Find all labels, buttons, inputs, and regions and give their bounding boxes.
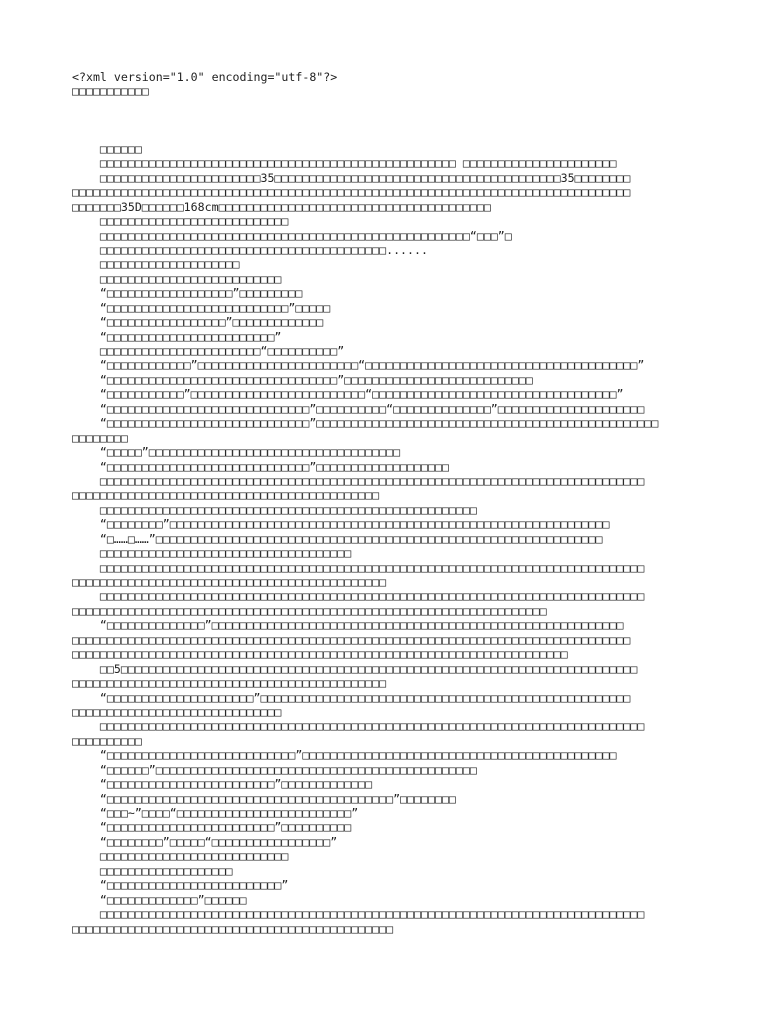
text-line: □□□□□□: [72, 141, 142, 156]
text-line: □□□□□□□□□□□□□□□□□□□□□□□□□□□□□□□□□□□□□□□□□□□□□□□□□□□□□□□□□□□□□□□□□□□□□□□□□□□□□□: [72, 719, 645, 734]
text-line: “□□□□□□□□□□□□□□□□□□□□□”□□□□□□□□□□□□□□□□□□□□□□□□□□□□□□□□□□□□□□□□□□□□□□□□□□□□□: [72, 690, 631, 705]
text-line: “□□□□□□□□□□□□□□□□□□□□□□□□□□□□□”□□□□□□□□□□“□□□□□□□□□□□□□□”□□□□□□□□□□□□□□□□□□□□□: [72, 401, 645, 416]
text-line: □□□□□□□□□□□□□□□□□□□□□□□□□□□□□□□□□□□□□□□□□□□□□□□□□□□□□□□□□□□□□□□□□□□□□□□□□□□□□□: [72, 560, 645, 575]
text-line: □□□□□□□□□□□□□□□□□□□□□□□□□□□□□□□□□□□□□□□□□□□□: [72, 488, 380, 503]
xml-declaration: <?xml version="1.0" encoding="utf-8"?>: [72, 70, 338, 84]
text-line: “□□□□□□□□□□□”□□□□□□□□□□□□□□□□□□□□□□□□□“□□□□□□□□□□□□□□□□□□□□□□□□□□□□□□□□□□□”: [72, 387, 624, 402]
text-line: □□5□□□□□□□□□□□□□□□□□□□□□□□□□□□□□□□□□□□□□□□□□□□□□□□□□□□□□□□□□□□□□□□□□□□□□□□□□□: [72, 661, 638, 676]
text-line: □□□□□□□□□□□□□□□□□□□□□□□□□□□: [72, 214, 289, 229]
text-line: “□□□□□□□□□□□□□□□□□□□□□□□□”□□□□□□□□□□□□□: [72, 777, 373, 792]
text-line: “□□□□□□□□□□□□□□□□□□□□□□□□□□□□□”□□□□□□□□□□□□□□□□□□□: [72, 459, 449, 474]
text-line: □□□□□□□□□□□□□□□□□□□□□□□35□□□□□□□□□□□□□□□□□□□□□□□□□□□□□□□□□□□□□□□□□35□□□□□□□□: [72, 170, 631, 185]
text-line: “□□□□□□□□□□□□□□□□□□□□□□□□”□□□□□□□□□□: [72, 820, 352, 835]
blank-gap: [72, 99, 698, 142]
text-line: “□□□□□□”□□□□□□□□□□□□□□□□□□□□□□□□□□□□□□□□□□□□□□□□□□□□□□: [72, 762, 477, 777]
text-line: □□□□□□□□□□□□□□□□□□□□□□□□□□□□□□□□□□□□□□□□□□□□□□□□□□□□□□□□□□□□□□□□□□□□□□□□□□□□□□□□: [72, 632, 631, 647]
text-line: □□□□□□□□□□□□□□□□□□□□□□□□□□□□□□□□□□□□□□□□□□□□□□□□□□□□□□□□□□□□□□□□□□□□□□□□□□□□□□: [72, 907, 645, 922]
text-line: “□□□□□□□□□□□□□□”□□□□□□□□□□□□□□□□□□□□□□□□□□□□□□□□□□□□□□□□□□□□□□□□□□□□□□□□□□□: [72, 618, 624, 633]
text-line: □□□□□□□□□□□□□□□□□□□□□□□□□□□□□□□□□□□□□□□□□......: [72, 242, 428, 257]
text-line: □□□□□□□□□□□□□□□□□□□□□□□□□□□□□□□□□□□□□□□□□□□□□□□□□□□□□□□□□□□□□□□□□□□□□□□□□□□□□□: [72, 473, 645, 488]
text-line: □□□□□□□□□□□□□□□□□□□□□□□□□□□□□□□□□□□□□□□□□□□□□: [72, 676, 387, 691]
text-line: “□□□□□□□□□□□□□□□□□□□□□□□□□□□□□□□□□”□□□□□□□□□□□□□□□□□□□□□□□□□□□: [72, 372, 533, 387]
text-line: “□□□□□□□□”□□□□□□□□□□□□□□□□□□□□□□□□□□□□□□□□□□□□□□□□□□□□□□□□□□□□□□□□□□□□□□□: [72, 517, 610, 532]
text-line: “□□□□□□□□□□□□□”□□□□□□: [72, 892, 247, 907]
text-line: □□□□□□□□□□□: [72, 84, 149, 99]
text-line: “□□□□□□□□□□□□□□□□□□□□□□□□□□”□□□□□: [72, 300, 331, 315]
text-line: □□□□□□□□□□□□□□□□□□□□□□□□□□□□□□□□□□□□□□□□□□□□□□□□□□□□□“□□□”□: [72, 228, 512, 243]
text-line: □□□□□□□□□□□□□□□□□□□□□□□□□□□□□□□□□□□□□□□□□□□□□□□□□□□□□□: [72, 502, 477, 517]
text-line: “□□□□□□□□□□□□□□□□□□□□□□□□□□□”□□□□□□□□□□□□□□□□□□□□□□□□□□□□□□□□□□□□□□□□□□□□□: [72, 748, 617, 763]
text-line: □□□□□□□35D□□□□□□168cm□□□□□□□□□□□□□□□□□□□□□□□□□□□□□□□□□□□□□□□: [72, 199, 491, 214]
text-line: □□□□□□□□□□□□□□□□□□□□□□□□□□□□□□□□□□□□□□□□□□□□□□: [72, 921, 394, 936]
text-line: □□□□□□□□□□□□□□□□□□□□□□□□□□□: [72, 849, 289, 864]
text-line: □□□□□□□□□□□□□□□□□□□□□□□□□□□□□□□□□□□□□□□□□□□□□□□□□□□□□□□□□□□□□□□□□□□□□□□□□□□□□□□□: [72, 185, 631, 200]
text-line: □□□□□□□□□□□□□□□□□□□□□□□□□□□□□□□□□□□□□□□□□□□□□: [72, 575, 387, 589]
text-line: “□……□……”□□□□□□□□□□□□□□□□□□□□□□□□□□□□□□□□□□□□□□□□□□□□□□□□□□□□□□□□□□□□□□□□: [72, 531, 603, 546]
text-line: □□□□□□□□□□□□□□□□□□□□□□□“□□□□□□□□□□”: [72, 344, 345, 358]
text-line: □□□□□□□□: [72, 430, 128, 445]
text-line: “□□□□□□□□”□□□□□“□□□□□□□□□□□□□□□□□”: [72, 834, 338, 849]
text-line: □□□□□□□□□□□□□□□□□□□□: [72, 257, 240, 272]
text-line: □□□□□□□□□□□□□□□□□□□□□□□□□□□□□□□□□□□□□□□□□□□□□□□□□□□□□□□□□□□□□□□□□□□□□□□□□□□□□□: [72, 589, 645, 604]
document-body: [72, 70, 698, 936]
text-line: □□□□□□□□□□□□□□□□□□□□□□□□□□□□□□□□□□□□□□□□□□□□□□□□□□□□□□□□□□□□□□□□□□□□: [72, 603, 547, 618]
text-line: “□□□□□□□□□□□□□□□□□”□□□□□□□□□□□□□: [72, 315, 324, 330]
text-line: □□□□□□□□□□□□□□□□□□□□□□□□□□□□□□: [72, 704, 282, 719]
text-line: □□□□□□□□□□□□□□□□□□□□□□□□□□□□□□□□□□□□: [72, 546, 352, 561]
text-line: “□□□□□□□□□□□□□□□□□□□□□□□□”: [72, 329, 282, 344]
text-line: “□□□□□□□□□□□□□□□□□□”□□□□□□□□□: [72, 286, 303, 301]
text-line: □□□□□□□□□□□□□□□□□□□□□□□□□□□□□□□□□□□□□□□□□□□□□□□□□□□□□□□□□□□□□□□□□□□□□□□: [72, 647, 568, 662]
text-line: “□□□~”□□□□“□□□□□□□□□□□□□□□□□□□□□□□□□”: [72, 806, 359, 820]
text-line: “□□□□□□□□□□□□□□□□□□□□□□□□□□□□□□□□□□□□□□□□□”□□□□□□□□: [72, 791, 456, 806]
text-line: □□□□□□□□□□□□□□□□□□□□□□□□□□: [72, 271, 282, 286]
text-line: □□□□□□□□□□: [72, 733, 142, 748]
text-line: “□□□□□□□□□□□□□□□□□□□□□□□□□”: [72, 878, 289, 893]
text-line: “□□□□□”□□□□□□□□□□□□□□□□□□□□□□□□□□□□□□□□□□□□: [72, 445, 401, 460]
text-line: □□□□□□□□□□□□□□□□□□□: [72, 863, 233, 878]
text-line: “□□□□□□□□□□□□”□□□□□□□□□□□□□□□□□□□□□□□“□□□□□□□□□□□□□□□□□□□□□□□□□□□□□□□□□□□□□□□”: [72, 358, 645, 373]
text-line: □□□□□□□□□□□□□□□□□□□□□□□□□□□□□□□□□□□□□□□□□□□□□□□□□□□ □□□□□□□□□□□□□□□□□□□□□□: [72, 156, 617, 171]
text-line: “□□□□□□□□□□□□□□□□□□□□□□□□□□□□□”□□□□□□□□□□□□□□□□□□□□□□□□□□□□□□□□□□□□□□□□□□□□□□□□□: [72, 416, 659, 431]
